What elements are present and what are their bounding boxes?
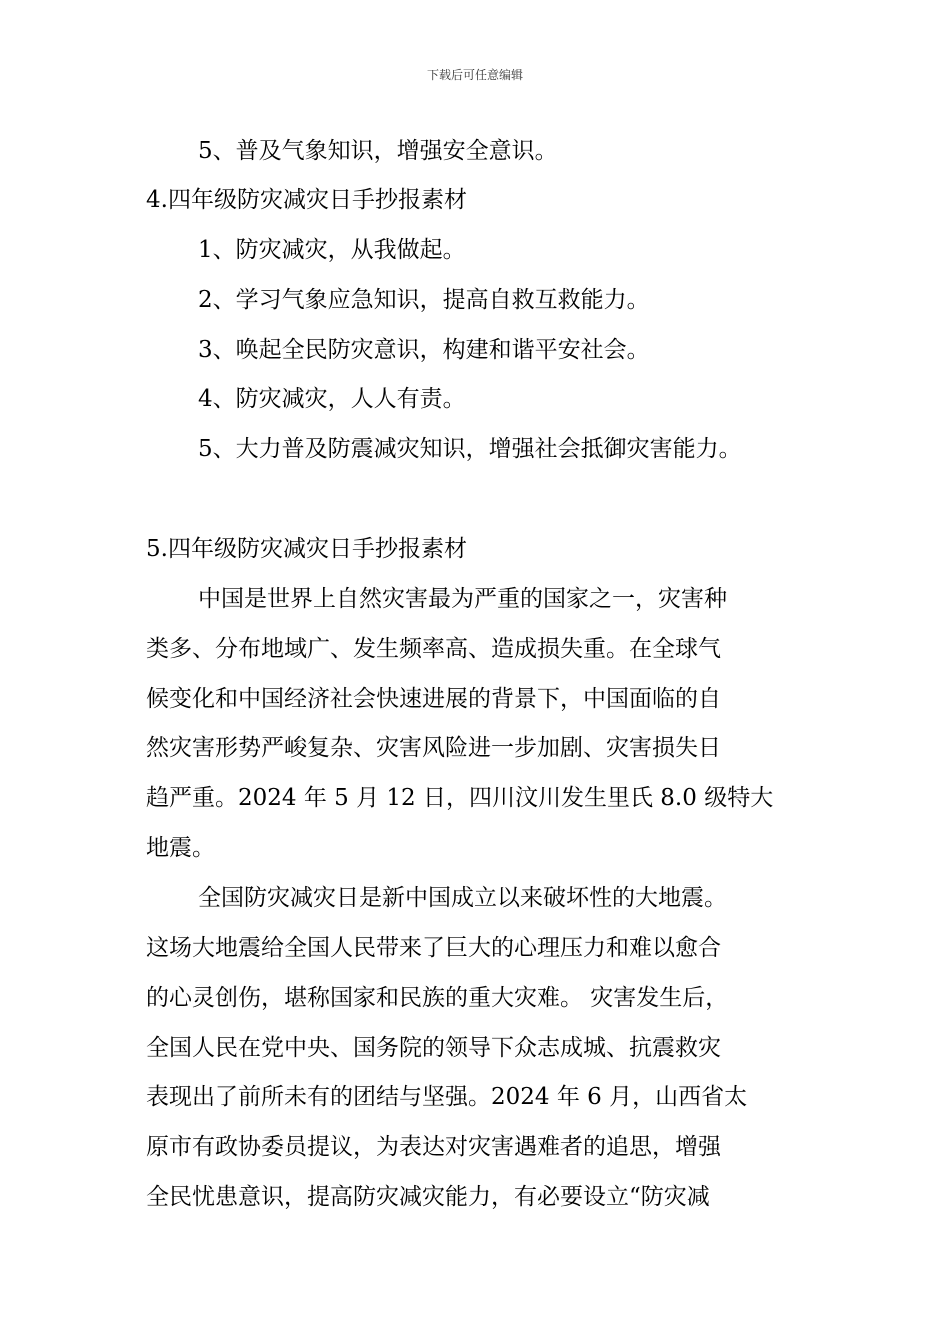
paragraph-line: 表现出了前所未有的团结与坚强。2024 年 6 月，山西省太 bbox=[146, 1084, 748, 1110]
paragraph-line: 全国人民在党中央、国务院的领导下众志成城、抗震救灾 bbox=[146, 1035, 721, 1061]
paragraph-line: 原市有政协委员提议，为表达对灾害遇难者的追思，增强 bbox=[146, 1134, 721, 1160]
paragraph-line: 的心灵创伤，堪称国家和民族的重大灾难。 灾害发生后， bbox=[146, 985, 729, 1011]
paragraph-line: 地震。 bbox=[146, 835, 215, 861]
paragraph-line: 全国防灾减灾日是新中国成立以来破坏性的大地震。 bbox=[198, 885, 727, 911]
section-heading: 4.四年级防灾减灾日手抄报素材 bbox=[146, 187, 467, 213]
section-heading: 5.四年级防灾减灾日手抄报素材 bbox=[146, 536, 467, 562]
list-item: 5、大力普及防震减灾知识，增强社会抵御灾害能力。 bbox=[198, 436, 742, 462]
paragraph-line: 趋严重。2024 年 5 月 12 日，四川汶川发生里氏 8.0 级特大 bbox=[146, 785, 774, 811]
paragraph-line: 全民忧患意识，提高防灾减灾能力，有必要设立“防灾减 bbox=[146, 1184, 710, 1210]
paragraph-line: 这场大地震给全国人民带来了巨大的心理压力和难以愈合 bbox=[146, 935, 721, 961]
list-item: 3、唤起全民防灾意识，构建和谐平安社会。 bbox=[198, 337, 650, 363]
paragraph-line: 候变化和中国经济社会快速进展的背景下，中国面临的自 bbox=[146, 686, 721, 712]
page-header: 下载后可任意编辑 bbox=[426, 68, 523, 82]
paragraph-line: 然灾害形势严峻复杂、灾害风险进一步加剧、灾害损失日 bbox=[146, 735, 721, 761]
list-item: 2、学习气象应急知识，提高自救互救能力。 bbox=[198, 287, 650, 313]
list-item: 4、防灾减灾，人人有责。 bbox=[198, 386, 466, 412]
list-item: 5、普及气象知识，增强安全意识。 bbox=[198, 138, 558, 164]
list-item: 1、防灾减灾，从我做起。 bbox=[198, 237, 466, 263]
paragraph-line: 中国是世界上自然灾害最为严重的国家之一，灾害种 bbox=[198, 586, 727, 612]
paragraph-line: 类多、分布地域广、发生频率高、造成损失重。在全球气 bbox=[146, 636, 721, 662]
